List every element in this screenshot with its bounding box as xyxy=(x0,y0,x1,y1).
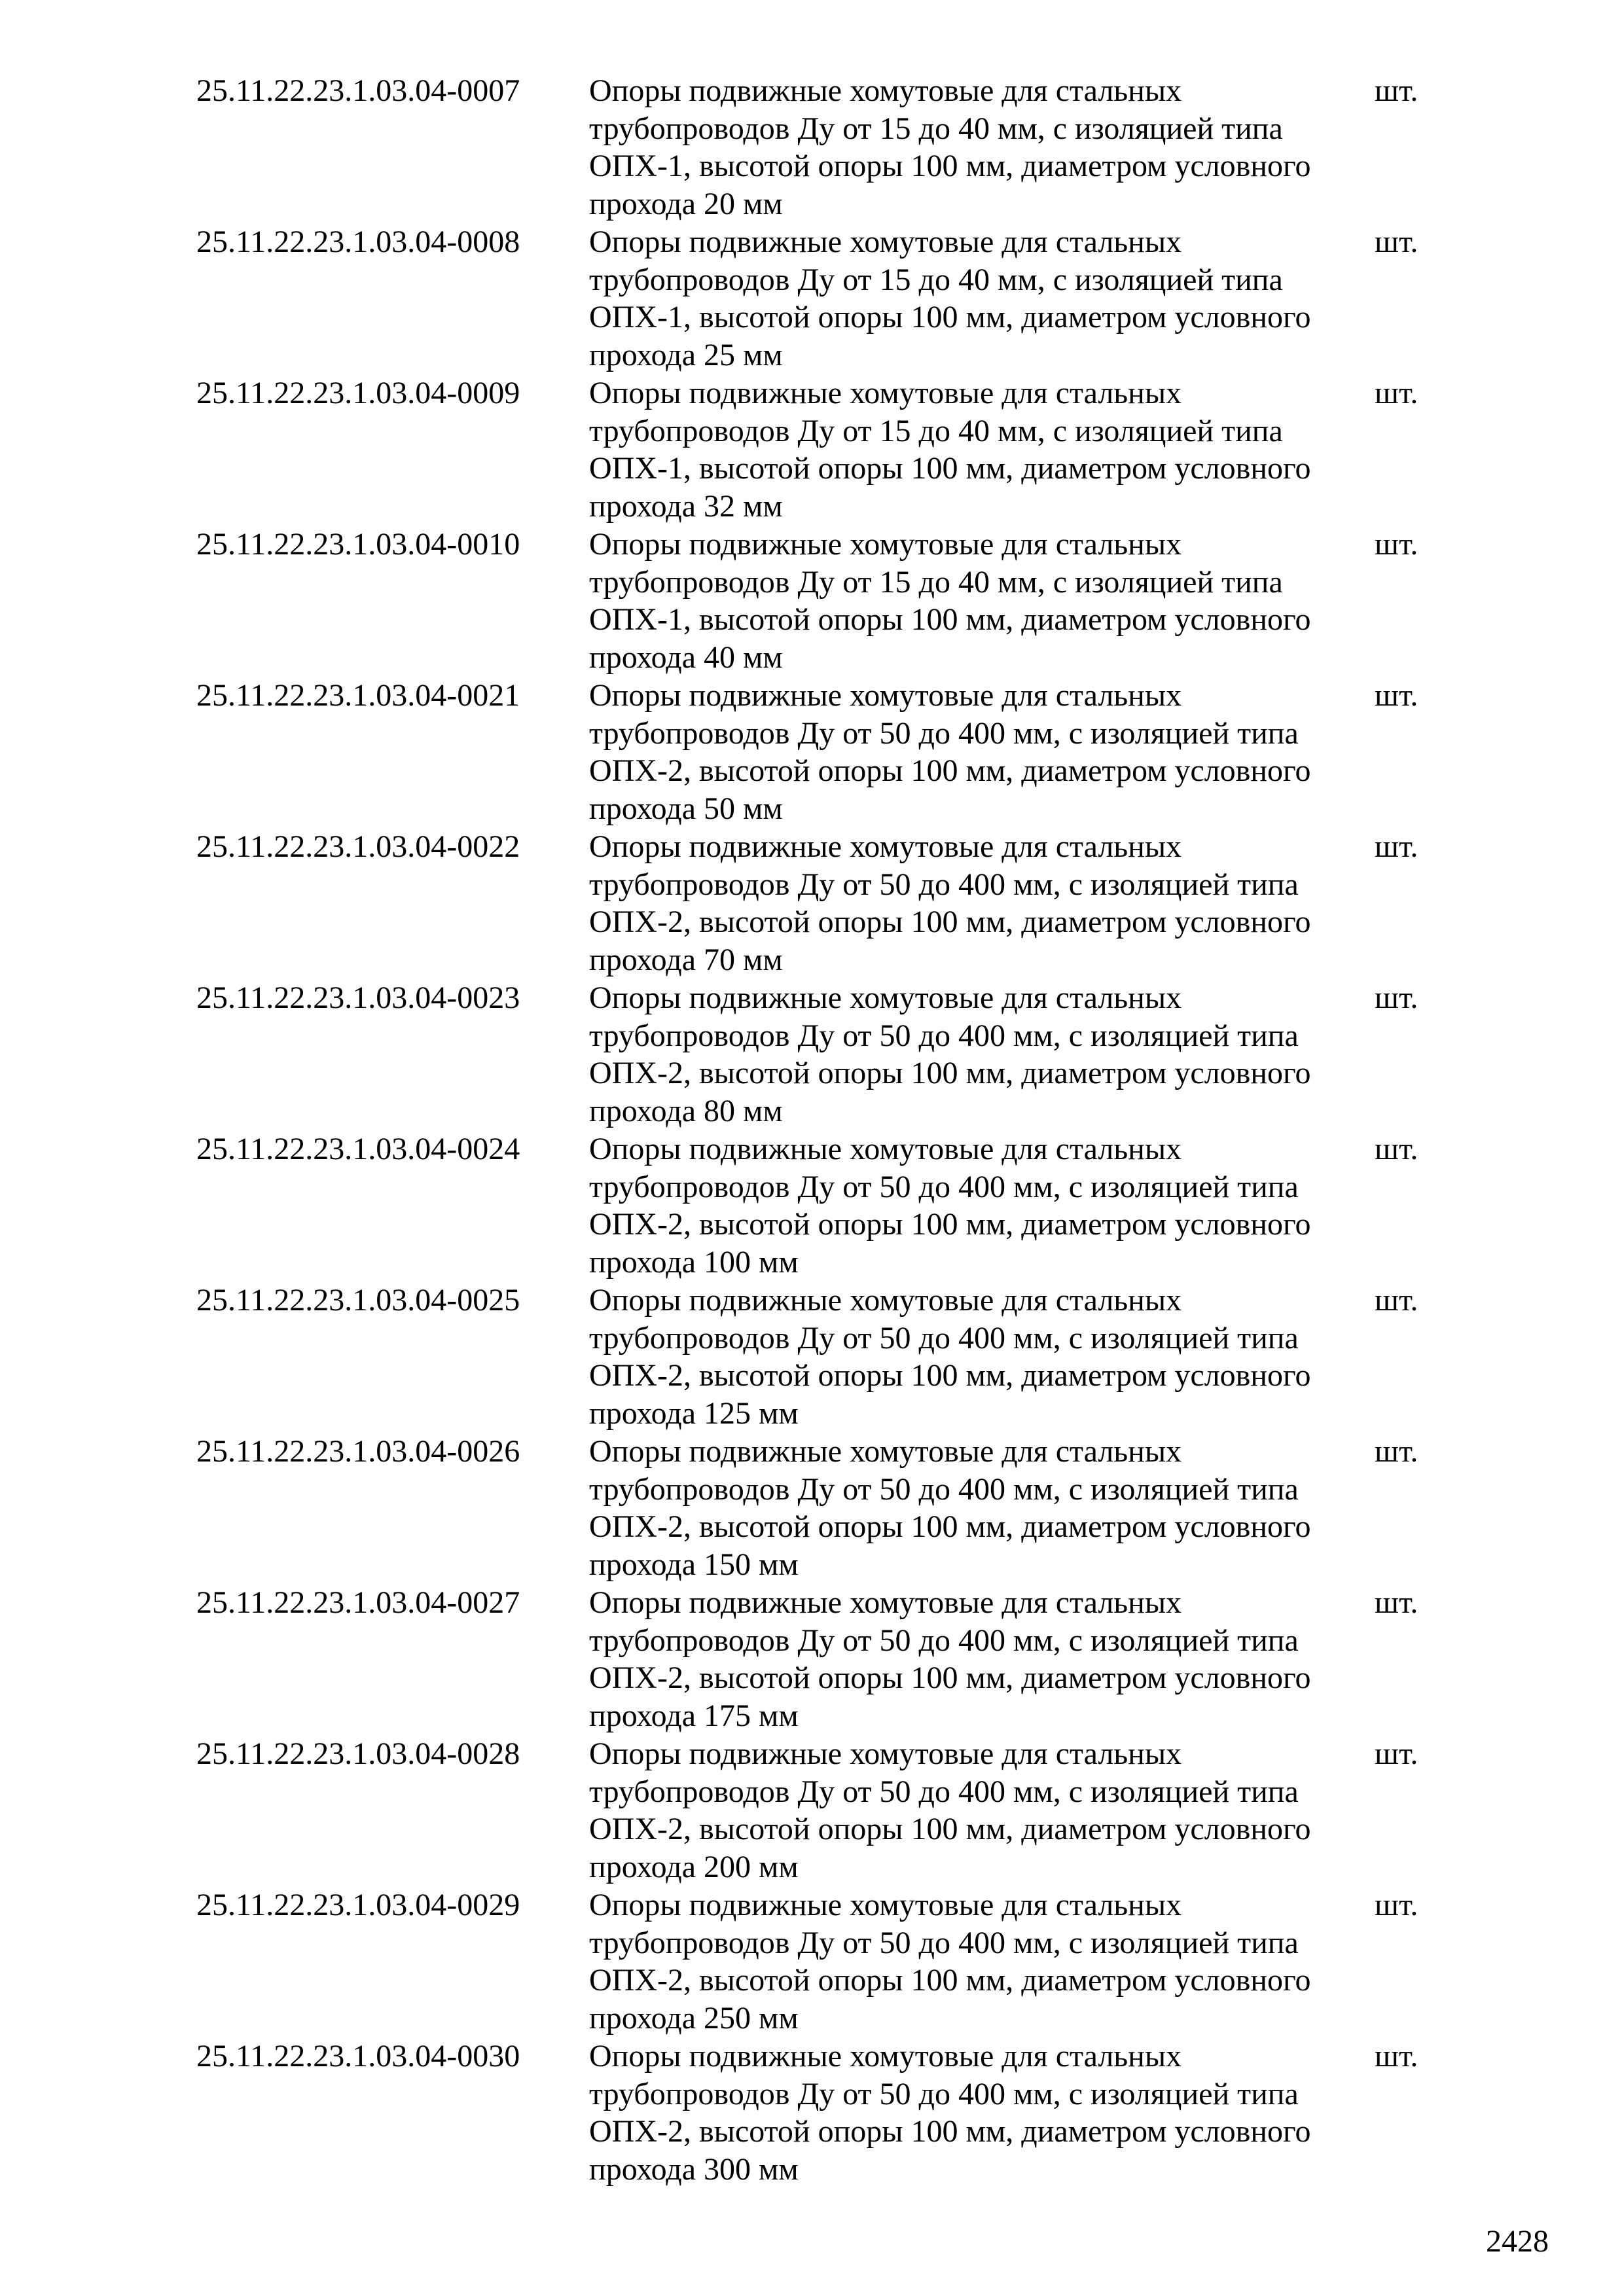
item-description xyxy=(589,828,1375,978)
item-code: 25.11.22.23.1.03.04-0025 xyxy=(196,1283,520,1318)
item-code: 25.11.22.23.1.03.04-0008 xyxy=(196,224,520,259)
item-unit: шт. xyxy=(1375,1888,1418,1922)
item-unit: шт. xyxy=(1375,1434,1418,1469)
item-code: 25.11.22.23.1.03.04-0027 xyxy=(196,1585,520,1620)
description-line: ОПХ-2, высотой опоры 100 мм, диаметром условного xyxy=(589,1358,1311,1393)
description-line: ОПХ-2, высотой опоры 100 мм, диаметром условного xyxy=(589,1660,1311,1695)
table-row xyxy=(196,72,1440,223)
description-line: прохода 175 мм xyxy=(589,1698,799,1733)
item-description xyxy=(589,72,1375,223)
description-line: Опоры подвижные хомутовые для стальных xyxy=(589,73,1182,108)
description-line: прохода 80 мм xyxy=(589,1093,783,1128)
description-line: Опоры подвижные хомутовые для стальных xyxy=(589,1736,1182,1771)
description-line: Опоры подвижные хомутовые для стальных xyxy=(589,224,1182,259)
item-code: 25.11.22.23.1.03.04-0026 xyxy=(196,1434,520,1469)
item-description xyxy=(589,223,1375,374)
description-line: прохода 32 мм xyxy=(589,488,783,524)
table-row xyxy=(196,223,1440,374)
item-description xyxy=(589,677,1375,827)
item-description xyxy=(589,1584,1375,1734)
description-line: Опоры подвижные хомутовые для стальных xyxy=(589,1585,1182,1620)
item-code: 25.11.22.23.1.03.04-0030 xyxy=(196,2039,520,2073)
table-row xyxy=(196,1735,1440,1886)
item-unit: шт. xyxy=(1375,678,1418,713)
description-line: ОПХ-2, высотой опоры 100 мм, диаметром условного xyxy=(589,905,1311,939)
description-line: прохода 200 мм xyxy=(589,1849,799,1884)
item-code: 25.11.22.23.1.03.04-0024 xyxy=(196,1132,520,1166)
description-line: трубопроводов Ду от 15 до 40 мм, с изоляцией типа xyxy=(589,262,1283,297)
description-line: Опоры подвижные хомутовые для стальных xyxy=(589,829,1182,864)
description-line: Опоры подвижные хомутовые для стальных xyxy=(589,980,1182,1015)
table-row xyxy=(196,828,1440,979)
table-row xyxy=(196,374,1440,526)
item-code: 25.11.22.23.1.03.04-0009 xyxy=(196,376,520,410)
item-description xyxy=(589,526,1375,676)
table-row xyxy=(196,526,1440,677)
description-line: трубопроводов Ду от 50 до 400 мм, с изоляцией типа xyxy=(589,2076,1299,2111)
description-line: прохода 70 мм xyxy=(589,942,783,977)
description-line: ОПХ-1, высотой опоры 100 мм, диаметром условного xyxy=(589,149,1311,183)
description-line: трубопроводов Ду от 50 до 400 мм, с изоляцией типа xyxy=(589,867,1299,902)
description-line: ОПХ-1, высотой опоры 100 мм, диаметром условного xyxy=(589,300,1311,334)
item-description xyxy=(589,2037,1375,2188)
item-unit: шт. xyxy=(1375,376,1418,410)
table-row xyxy=(196,1282,1440,1433)
item-description xyxy=(589,1735,1375,1886)
item-description xyxy=(589,979,1375,1130)
description-line: прохода 50 мм xyxy=(589,791,783,826)
description-line: ОПХ-2, высотой опоры 100 мм, диаметром условного xyxy=(589,1056,1311,1090)
description-line: прохода 125 мм xyxy=(589,1395,799,1431)
item-unit: шт. xyxy=(1375,224,1418,259)
table-row xyxy=(196,1433,1440,1584)
item-unit: шт. xyxy=(1375,1283,1418,1318)
description-line: прохода 20 мм xyxy=(589,186,783,221)
table-row xyxy=(196,2037,1440,2189)
description-line: ОПХ-2, высотой опоры 100 мм, диаметром условного xyxy=(589,2114,1311,2149)
item-code: 25.11.22.23.1.03.04-0028 xyxy=(196,1736,520,1771)
item-description xyxy=(589,1130,1375,1281)
description-line: прохода 150 мм xyxy=(589,1547,799,1582)
description-line: ОПХ-1, высотой опоры 100 мм, диаметром условного xyxy=(589,602,1311,637)
description-line: трубопроводов Ду от 50 до 400 мм, с изоляцией типа xyxy=(589,1320,1299,1355)
item-unit: шт. xyxy=(1375,1736,1418,1771)
item-unit: шт. xyxy=(1375,527,1418,562)
description-line: ОПХ-2, высотой опоры 100 мм, диаметром условного xyxy=(589,1812,1311,1846)
description-line: Опоры подвижные хомутовые для стальных xyxy=(589,527,1182,562)
item-description xyxy=(589,1433,1375,1583)
item-description xyxy=(589,374,1375,525)
description-line: Опоры подвижные хомутовые для стальных xyxy=(589,1434,1182,1469)
description-line: трубопроводов Ду от 15 до 40 мм, с изоляцией типа xyxy=(589,564,1283,600)
page-number: 2428 xyxy=(1486,2224,1549,2259)
item-unit: шт. xyxy=(1375,1585,1418,1620)
item-description xyxy=(589,1886,1375,2037)
description-line: прохода 40 мм xyxy=(589,639,783,675)
description-line: прохода 25 мм xyxy=(589,337,783,372)
item-unit: шт. xyxy=(1375,1132,1418,1166)
table-row xyxy=(196,677,1440,828)
item-code: 25.11.22.23.1.03.04-0007 xyxy=(196,73,520,108)
description-line: трубопроводов Ду от 50 до 400 мм, с изоляцией типа xyxy=(589,1774,1299,1809)
price-list-table xyxy=(196,72,1440,2189)
description-line: трубопроводов Ду от 50 до 400 мм, с изоляцией типа xyxy=(589,715,1299,751)
item-description xyxy=(589,1282,1375,1432)
item-code: 25.11.22.23.1.03.04-0022 xyxy=(196,829,520,864)
description-line: прохода 100 мм xyxy=(589,1244,799,1280)
description-line: трубопроводов Ду от 50 до 400 мм, с изоляцией типа xyxy=(589,1471,1299,1507)
description-line: трубопроводов Ду от 50 до 400 мм, с изоляцией типа xyxy=(589,1925,1299,1960)
description-line: Опоры подвижные хомутовые для стальных xyxy=(589,1283,1182,1318)
description-line: Опоры подвижные хомутовые для стальных xyxy=(589,678,1182,713)
description-line: прохода 300 мм xyxy=(589,2151,799,2187)
description-line: ОПХ-2, высотой опоры 100 мм, диаметром условного xyxy=(589,1207,1311,1242)
table-row xyxy=(196,979,1440,1130)
description-line: трубопроводов Ду от 50 до 400 мм, с изоляцией типа xyxy=(589,1169,1299,1204)
item-code: 25.11.22.23.1.03.04-0010 xyxy=(196,527,520,562)
item-unit: шт. xyxy=(1375,73,1418,108)
description-line: ОПХ-2, высотой опоры 100 мм, диаметром условного xyxy=(589,753,1311,788)
item-code: 25.11.22.23.1.03.04-0023 xyxy=(196,980,520,1015)
table-row xyxy=(196,1886,1440,2037)
description-line: трубопроводов Ду от 15 до 40 мм, с изоляцией типа xyxy=(589,111,1283,146)
table-row xyxy=(196,1130,1440,1282)
item-code: 25.11.22.23.1.03.04-0021 xyxy=(196,678,520,713)
description-line: прохода 250 мм xyxy=(589,2000,799,2036)
description-line: Опоры подвижные хомутовые для стальных xyxy=(589,1888,1182,1922)
description-line: трубопроводов Ду от 50 до 400 мм, с изоляцией типа xyxy=(589,1018,1299,1053)
item-unit: шт. xyxy=(1375,2039,1418,2073)
description-line: Опоры подвижные хомутовые для стальных xyxy=(589,376,1182,410)
item-unit: шт. xyxy=(1375,980,1418,1015)
description-line: трубопроводов Ду от 50 до 400 мм, с изоляцией типа xyxy=(589,1623,1299,1658)
description-line: ОПХ-2, высотой опоры 100 мм, диаметром условного xyxy=(589,1509,1311,1544)
item-code: 25.11.22.23.1.03.04-0029 xyxy=(196,1888,520,1922)
description-line: ОПХ-1, высотой опоры 100 мм, диаметром условного xyxy=(589,451,1311,486)
description-line: ОПХ-2, высотой опоры 100 мм, диаметром условного xyxy=(589,1963,1311,1998)
description-line: трубопроводов Ду от 15 до 40 мм, с изоляцией типа xyxy=(589,413,1283,448)
table-row xyxy=(196,1584,1440,1735)
description-line: Опоры подвижные хомутовые для стальных xyxy=(589,1132,1182,1166)
item-unit: шт. xyxy=(1375,829,1418,864)
description-line: Опоры подвижные хомутовые для стальных xyxy=(589,2039,1182,2073)
